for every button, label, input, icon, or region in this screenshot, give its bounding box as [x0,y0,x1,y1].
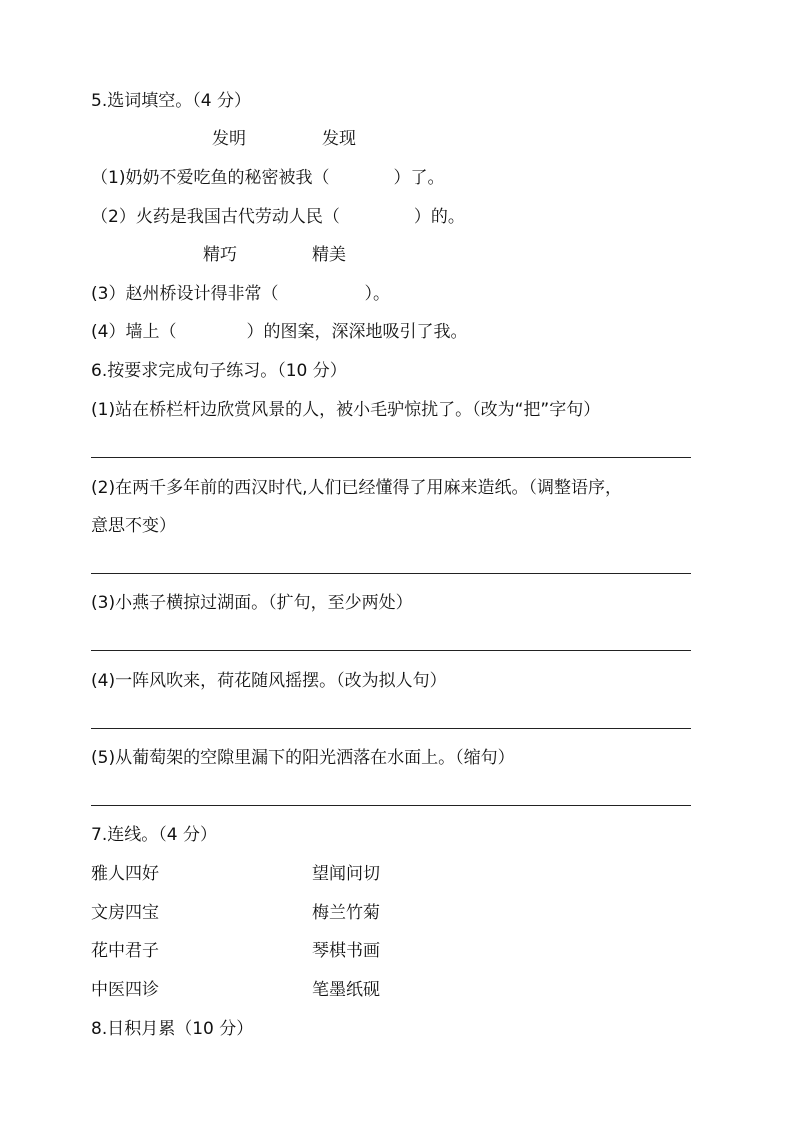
q5-item-1-text-b: ）了。 [393,168,445,188]
q5-item-1 [91,167,444,189]
q7-title: 7.连线。（4 分） [91,825,217,845]
q5-item-3 [91,283,390,305]
q7-right-item-2[interactable]: 梅兰竹菊 [312,903,380,923]
q7-right-item-1[interactable]: 望闻问切 [312,864,380,884]
q5-item-4-text-b: ）的图案，深深地吸引了我。 [246,322,468,342]
q5-item-4 [91,321,467,343]
q6-item-4: (4)一阵风吹来，荷花随风摇摆。（改为拟人句） [91,671,447,691]
q5-title: 5.选词填空。（4 分） [91,91,251,111]
q6-item-2-cont: 意思不变） [91,516,176,536]
q7-left-item-3[interactable]: 花中君子 [91,941,159,961]
q8-title: 8.日积月累（10 分） [91,1019,254,1039]
q5-item-3-text-b: ）。 [364,284,390,304]
q5-item-2 [91,206,465,228]
q7-right-item-3[interactable]: 琴棋书画 [312,941,380,961]
q6-title: 6.按要求完成句子练习。（10 分） [91,361,347,381]
q5-option-faxian: 发现 [322,129,356,149]
q6-answer-line-3[interactable] [91,650,691,651]
q6-answer-line-2[interactable] [91,573,691,574]
q5-item-2-text-b: ）的。 [413,207,465,227]
q5-item-1-text-a: （1)奶奶不爱吃鱼的秘密被我（ [91,168,330,188]
q5-item-3-text-a: (3）赵州桥设计得非常（ [91,284,279,304]
q7-left-item-4[interactable]: 中医四诊 [91,980,159,1000]
q7-right-item-4[interactable]: 笔墨纸砚 [312,980,380,1000]
q6-answer-line-5[interactable] [91,805,691,806]
q6-item-1: (1)站在桥栏杆边欣赏风景的人，被小毛驴惊扰了。（改为“把”字句） [91,400,601,420]
q6-answer-line-4[interactable] [91,728,691,729]
q6-item-5: (5)从葡萄架的空隙里漏下的阳光洒落在水面上。（缩句） [91,748,515,768]
q7-left-item-2[interactable]: 文房四宝 [91,903,159,923]
q6-answer-line-1[interactable] [91,457,691,458]
q6-item-3: (3)小燕子横掠过湖面。（扩句，至少两处） [91,593,413,613]
q5-option-faming: 发明 [212,129,246,149]
q7-left-item-1[interactable]: 雅人四好 [91,864,159,884]
q5-option-jingmei: 精美 [312,245,346,265]
q5-option-jingqiao: 精巧 [203,245,237,265]
q6-item-2: (2)在两千多年前的西汉时代,人们已经懂得了用麻来造纸。（调整语序， [91,478,622,498]
q5-item-2-text-a: （2）火药是我国古代劳动人民（ [91,207,340,227]
q5-item-4-text-a: (4）墙上（ [91,322,177,342]
